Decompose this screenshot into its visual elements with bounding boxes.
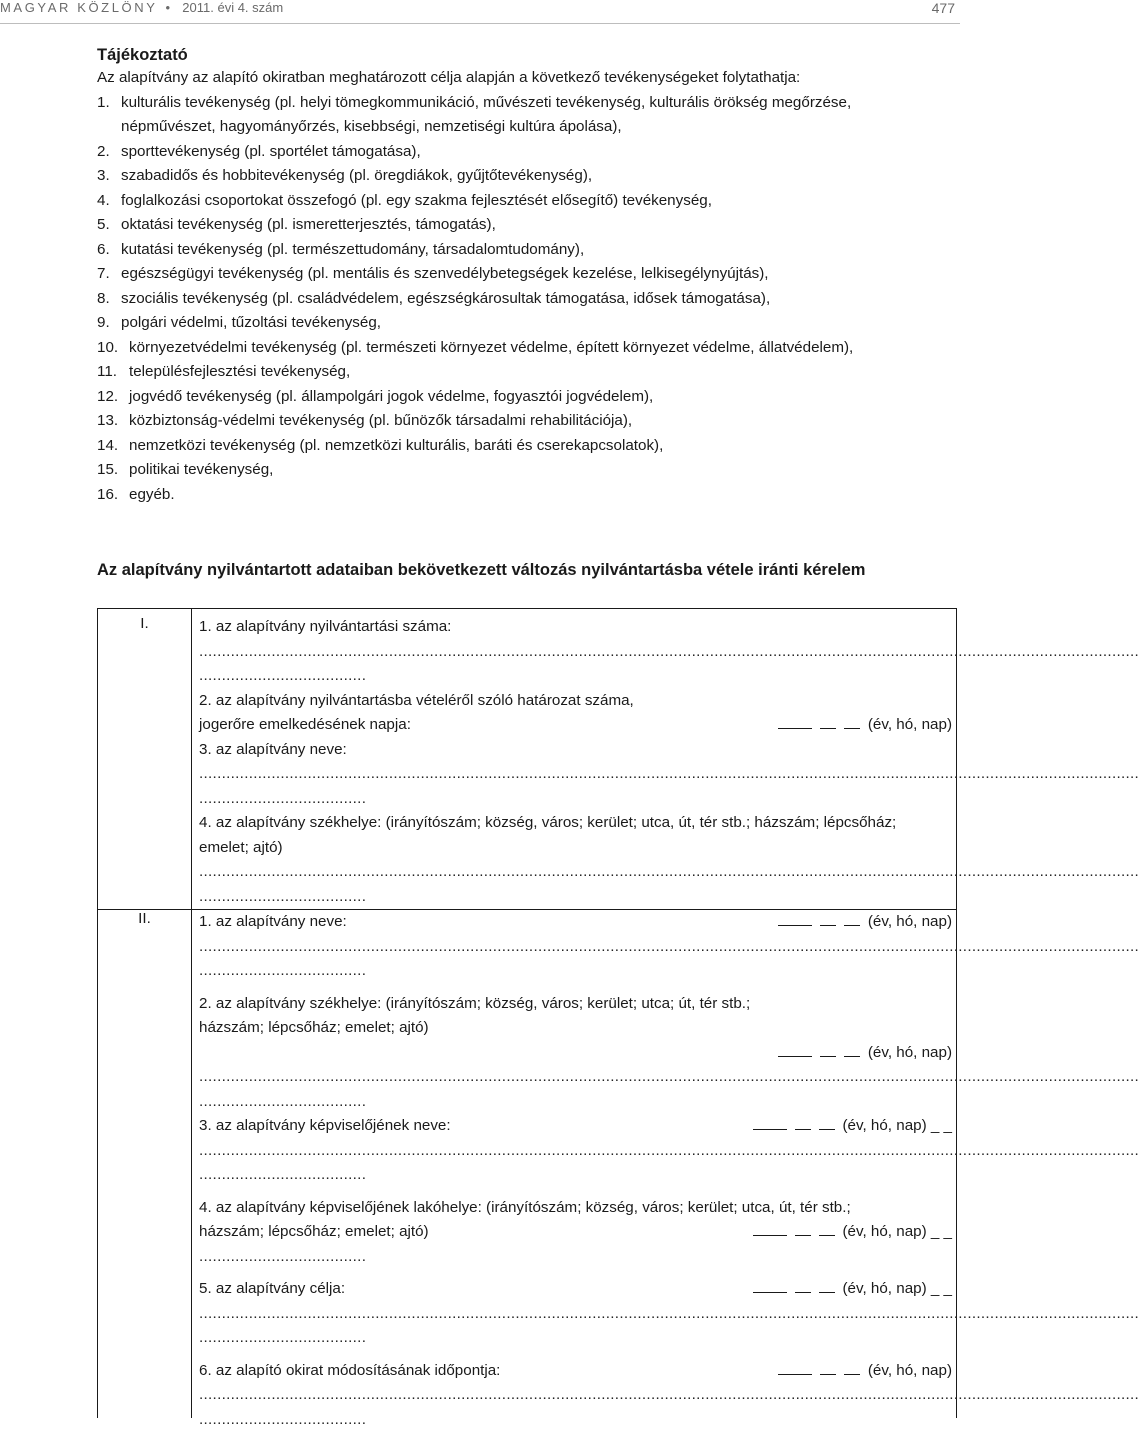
form-heading: Az alapítvány nyilvántartott adataiban bekövetkezett változás nyilvántartásba vétele iránti kérelem [97, 561, 865, 580]
journal-name: MAGYAR KÖZLÖNY [0, 0, 157, 15]
activity-item [97, 360, 955, 385]
field-amendment-date-label: 6. az alapító okirat módosításának időpontja: [199, 1362, 500, 1379]
date-format-label: (év, hó, nap) [868, 913, 952, 930]
activity-text: oktatási tevékenység (pl. ismeretterjesztés, támogatás), [121, 213, 955, 238]
activity-text: kutatási tevékenység (pl. természettudomány, társadalomtudomány), [121, 238, 955, 263]
activity-item [97, 311, 955, 336]
field-effective-date [199, 713, 952, 738]
activity-item [97, 385, 955, 410]
date-tail: _ _ [931, 1117, 952, 1134]
activity-item [97, 213, 955, 238]
activity-number: 13. [97, 409, 129, 434]
date-tail: _ _ [931, 1223, 952, 1240]
date-tail: _ _ [931, 1280, 952, 1297]
dotted-line[interactable]: ................................................................................................................................................................................................................ [199, 762, 952, 787]
field-seat: 4. az alapítvány székhelye: (irányítószám; község, város; kerület; utca, út, tér stb.; házszám; lépcsőház; [199, 811, 952, 836]
activity-number: 11. [97, 360, 129, 385]
date-format-label: (év, hó, nap) [843, 1280, 927, 1297]
field-registration-decision: 2. az alapítvány nyilvántartásba vételéről szóló határozat száma, [199, 689, 952, 714]
activity-item [97, 434, 955, 459]
activity-text: foglalkozási csoportokat összefogó (pl. egy szakma fejlesztését elősegítő) tevékenység, [121, 189, 955, 214]
activity-number: 4. [97, 189, 121, 214]
activity-text: szabadidős és hobbitevékenység (pl. öregdiákok, gyűjtőtevékenység), [121, 164, 955, 189]
activity-item [97, 262, 955, 287]
date-format-label: (év, hó, nap) [868, 1044, 952, 1061]
activity-number: 10. [97, 336, 129, 361]
activity-number: 9. [97, 311, 121, 336]
date-entry[interactable] [753, 1220, 953, 1245]
activity-number: 14. [97, 434, 129, 459]
dotted-line[interactable]: ..................................... [199, 664, 319, 689]
activity-item [97, 458, 955, 483]
header-rule [0, 23, 960, 24]
field-new-name-label: 1. az alapítvány neve: [199, 913, 347, 930]
dotted-line[interactable]: ................................................................................................................................................................................................................ [199, 640, 952, 665]
field-representative-address-cont-label: házszám; lépcsőház; emelet; ajtó) [199, 1223, 429, 1240]
activity-text: településfejlesztési tevékenység, [129, 360, 955, 385]
activity-text: jogvédő tevékenység (pl. állampolgári jogok védelme, fogyasztói jogvédelem), [129, 385, 955, 410]
dotted-line[interactable]: ................................................................................................................................................................................................................ [199, 1383, 952, 1408]
field-registration-number: 1. az alapítvány nyilvántartási száma: [199, 615, 952, 640]
activity-item [97, 238, 955, 263]
activity-number: 15. [97, 458, 129, 483]
field-amendment-date [199, 1359, 952, 1384]
field-representative-address: 4. az alapítvány képviselőjének lakóhelye: (irányítószám; község, város; kerület; utca, út, tér stb.; [199, 1196, 952, 1221]
activity-item [97, 140, 955, 165]
running-header [0, 0, 960, 20]
date-format-label: (év, hó, nap) [868, 716, 952, 733]
date-entry[interactable] [753, 1114, 953, 1139]
activity-text: egyéb. [129, 483, 955, 508]
dotted-line[interactable]: ................................................................................................................................................................................................................ [199, 935, 952, 960]
activity-text: közbiztonság-védelmi tevékenység (pl. bűnözők társadalmi rehabilitációja), [129, 409, 955, 434]
activity-number: 16. [97, 483, 129, 508]
activity-text: szociális tevékenység (pl. családvédelem, egészségkárosultak támogatása, idősek támogatása), [121, 287, 955, 312]
activity-number: 1. [97, 91, 121, 116]
field-effective-date-label: jogerőre emelkedésének napja: [199, 716, 411, 733]
field-purpose-label: 5. az alapítvány célja: [199, 1280, 345, 1297]
activity-number [97, 115, 121, 140]
activity-text: polgári védelmi, tűzoltási tevékenység, [121, 311, 955, 336]
date-entry[interactable] [778, 713, 952, 738]
activity-item [97, 91, 955, 116]
dotted-line[interactable]: ..................................... [199, 787, 319, 812]
date-format-label: (év, hó, nap) [843, 1117, 927, 1134]
dotted-line[interactable]: ..................................... [199, 959, 319, 984]
field-foundation-name: 3. az alapítvány neve: [199, 738, 952, 763]
dotted-line[interactable]: ..................................... [199, 1163, 319, 1188]
dotted-line[interactable]: ..................................... [199, 1408, 319, 1432]
info-block [97, 44, 955, 507]
info-intro: Az alapítvány az alapító okiratban meghatározott célja alapján a következő tevékenységeket folytathatja: [97, 66, 955, 91]
activity-item [97, 115, 955, 140]
journal-header [0, 0, 283, 15]
field-new-name [199, 910, 952, 935]
activity-number: 2. [97, 140, 121, 165]
dotted-line[interactable]: ..................................... [199, 1090, 319, 1115]
activity-text: nemzetközi tevékenység (pl. nemzetközi kulturális, baráti és cserekapcsolatok), [129, 434, 955, 459]
activity-text: kulturális tevékenység (pl. helyi tömegkommunikáció, művészeti tevékenység, kulturális örökség megőrzése, [121, 91, 955, 116]
activity-item [97, 409, 955, 434]
section-label-i: I. [98, 615, 191, 632]
activity-text: egészségügyi tevékenység (pl. mentális és szenvedélybetegségek kezelése, lelkisegélynyújtás), [121, 262, 955, 287]
date-entry[interactable] [778, 1041, 952, 1066]
section-i-fields [199, 615, 952, 909]
activity-number: 7. [97, 262, 121, 287]
activity-text: sporttevékenység (pl. sportélet támogatása), [121, 140, 955, 165]
field-seat-cont: emelet; ajtó) [199, 836, 952, 861]
field-new-seat: 2. az alapítvány székhelye: (irányítószám; község, város; kerület; utca; út, tér stb.; [199, 992, 952, 1017]
issue-label: 2011. évi 4. szám [182, 0, 283, 15]
activity-item [97, 336, 955, 361]
dotted-line[interactable]: ................................................................................................................................................................................................................ [199, 1139, 952, 1164]
activity-item [97, 189, 955, 214]
field-representative-name [199, 1114, 952, 1139]
dotted-line[interactable]: ................................................................................................................................................................................................................ [199, 1065, 952, 1090]
activity-number: 3. [97, 164, 121, 189]
field-purpose [199, 1277, 952, 1302]
header-separator: • [166, 0, 171, 15]
activity-list [97, 91, 955, 508]
dotted-line[interactable]: ..................................... [199, 1245, 319, 1270]
section-ii-fields [199, 910, 952, 1432]
info-title: Tájékoztató [97, 44, 955, 66]
activity-text: népművészet, hagyományőrzés, kisebbségi, nemzetiségi kultúra ápolása), [121, 115, 955, 140]
date-entry[interactable] [778, 1359, 952, 1384]
field-new-seat-cont: házszám; lépcsőház; emelet; ajtó) [199, 1016, 952, 1041]
activity-number: 5. [97, 213, 121, 238]
activity-text: politikai tevékenység, [129, 458, 955, 483]
activity-number: 6. [97, 238, 121, 263]
activity-text: környezetvédelmi tevékenység (pl. természeti környezet védelme, épített környezet védelme, állatvédelem), [129, 336, 955, 361]
date-format-label: (év, hó, nap) [843, 1223, 927, 1240]
dotted-line[interactable]: ................................................................................................................................................................................................................ [199, 860, 952, 885]
field-representative-address-cont [199, 1220, 952, 1245]
column-divider [191, 609, 192, 1418]
date-entry[interactable] [753, 1277, 953, 1302]
dotted-line[interactable]: ................................................................................................................................................................................................................ [199, 1302, 952, 1327]
activity-item [97, 483, 955, 508]
section-label-ii: II. [98, 910, 191, 927]
form-table [97, 608, 957, 1418]
date-format-label: (év, hó, nap) [868, 1362, 952, 1379]
date-entry[interactable] [778, 910, 952, 935]
activity-item [97, 287, 955, 312]
dotted-line[interactable]: ..................................... [199, 1326, 319, 1351]
date-entry-row [199, 1041, 952, 1066]
activity-number: 12. [97, 385, 129, 410]
dotted-line[interactable]: ..................................... [199, 885, 319, 910]
page-number: 477 [932, 0, 955, 16]
activity-item [97, 164, 955, 189]
field-representative-name-label: 3. az alapítvány képviselőjének neve: [199, 1117, 451, 1134]
activity-number: 8. [97, 287, 121, 312]
